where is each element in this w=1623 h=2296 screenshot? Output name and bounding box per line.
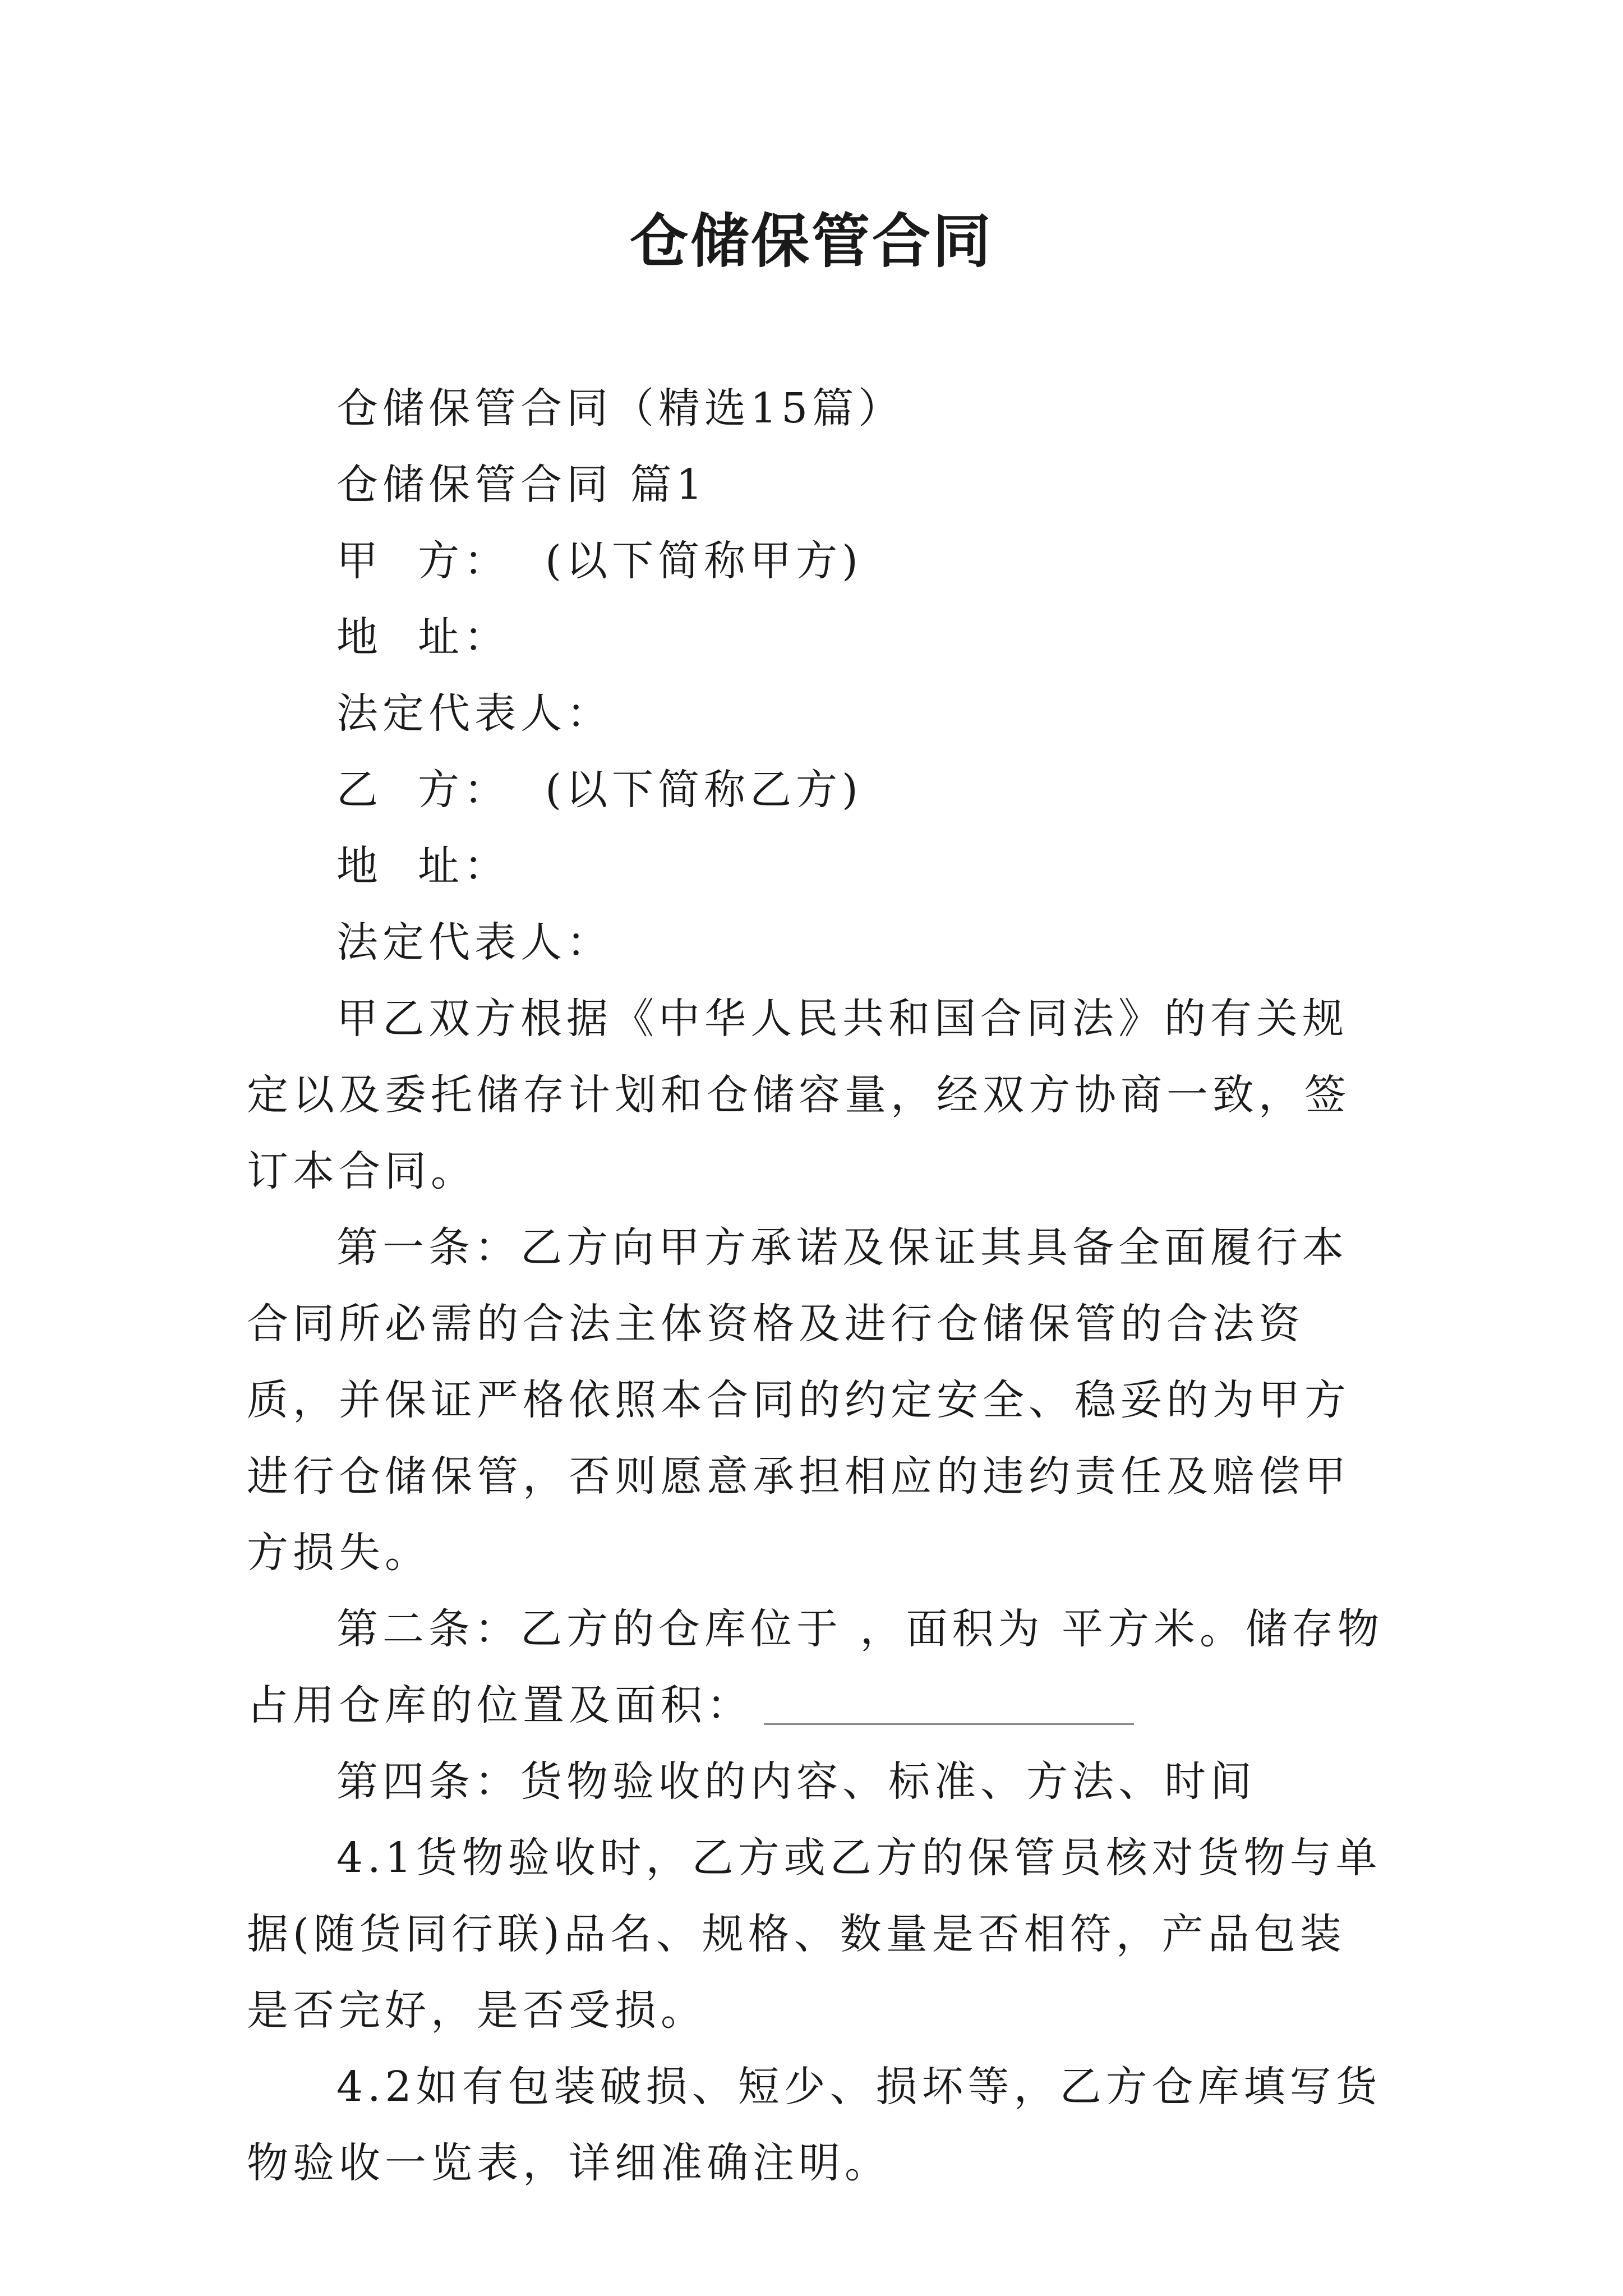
article-1-paragraph: 第一条：乙方向甲方承诺及保证其具备全面履行本合同所必需的合法主体资格及进行仓储保管的合法资质，并保证严格依照本合同的约定安全、稳妥的为甲方进行仓储保管，否则愿意承担相应的违约责任及赔偿甲方损失。: [247, 1223, 1350, 1577]
party-a-line: 甲 方： (以下简称甲方): [336, 537, 863, 585]
subtitle-line: 仓储保管合同（精选15篇）: [336, 384, 905, 432]
document-body: [247, 370, 1391, 2201]
document-title: 仓储保管合同: [629, 206, 993, 275]
article-4-paragraph: 第四条：货物验收的内容、标准、方法、时间: [336, 1757, 1256, 1806]
party-a-address-line: 地 址：: [336, 613, 510, 661]
clause-4-2-paragraph: 4.2如有包装破损、短少、损坏等，乙方仓库填写货物验收一览表，详细准确注明。: [247, 2063, 1382, 2187]
party-a-representative-line: 法定代表人：: [336, 689, 612, 738]
party-b-line: 乙 方： (以下简称乙方): [336, 766, 863, 814]
party-b-address-line: 地 址：: [336, 842, 510, 890]
article-2-text: 第二条：乙方的仓库位于 ，面积为 平方米。储存物占用仓库的位置及面积：: [247, 1605, 1384, 1729]
clause-4-1-paragraph: 4.1货物验收时，乙方或乙方的保管员核对货物与单据(随货同行联)品名、规格、数量是否相符，产品包装是否完好，是否受损。: [247, 1834, 1382, 2035]
intro-paragraph: 甲乙双方根据《中华人民共和国合同法》的有关规定以及委托储存计划和仓储容量，经双方协商一致，签订本合同。: [247, 995, 1350, 1195]
fill-in-blank-line: [764, 1721, 1134, 1725]
article-2-paragraph: [247, 1591, 1391, 1743]
section-heading: 仓储保管合同 篇1: [336, 461, 707, 509]
party-b-representative-line: 法定代表人：: [336, 918, 612, 967]
